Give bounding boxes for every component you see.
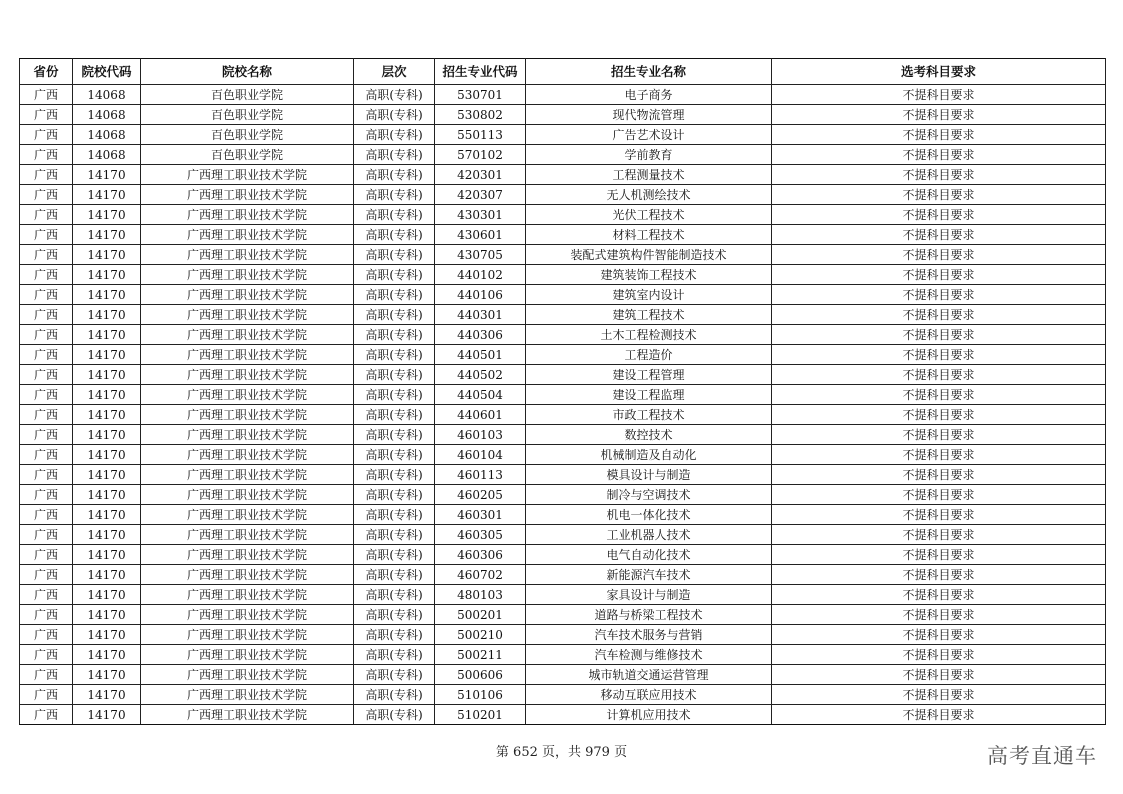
cell-province: 广西 [20, 485, 73, 505]
cell-major-name: 建筑工程技术 [526, 305, 772, 325]
cell-school-code: 14170 [73, 305, 141, 325]
cell-province: 广西 [20, 625, 73, 645]
cell-major-name: 光伏工程技术 [526, 205, 772, 225]
cell-level: 高职(专科) [354, 605, 435, 625]
cell-province: 广西 [20, 245, 73, 265]
cell-province: 广西 [20, 285, 73, 305]
table-row [20, 485, 1106, 505]
table-row [20, 205, 1106, 225]
cell-level: 高职(专科) [354, 625, 435, 645]
cell-subject-requirement: 不提科目要求 [772, 485, 1106, 505]
cell-major-code: 460103 [435, 425, 526, 445]
cell-school-code: 14170 [73, 605, 141, 625]
watermark-logo: 高考直通车 [987, 744, 1097, 768]
cell-major-code: 430601 [435, 225, 526, 245]
table-row [20, 265, 1106, 285]
cell-level: 高职(专科) [354, 385, 435, 405]
cell-major-code: 510201 [435, 705, 526, 725]
cell-subject-requirement: 不提科目要求 [772, 185, 1106, 205]
cell-subject-requirement: 不提科目要求 [772, 605, 1106, 625]
header-major-name: 招生专业名称 [526, 59, 772, 85]
cell-subject-requirement: 不提科目要求 [772, 85, 1106, 105]
cell-school-code: 14170 [73, 245, 141, 265]
cell-level: 高职(专科) [354, 545, 435, 565]
table-row [20, 705, 1106, 725]
header-subject-requirement: 选考科目要求 [772, 59, 1106, 85]
cell-major-code: 440106 [435, 285, 526, 305]
table-row [20, 465, 1106, 485]
cell-major-code: 420301 [435, 165, 526, 185]
table-row [20, 285, 1106, 305]
cell-province: 广西 [20, 205, 73, 225]
cell-major-name: 汽车检测与维修技术 [526, 645, 772, 665]
cell-subject-requirement: 不提科目要求 [772, 665, 1106, 685]
cell-major-name: 新能源汽车技术 [526, 565, 772, 585]
cell-subject-requirement: 不提科目要求 [772, 325, 1106, 345]
cell-school-name: 广西理工职业技术学院 [141, 285, 354, 305]
cell-major-code: 460305 [435, 525, 526, 545]
table-row [20, 665, 1106, 685]
cell-level: 高职(专科) [354, 325, 435, 345]
table-row [20, 585, 1106, 605]
cell-school-name: 广西理工职业技术学院 [141, 385, 354, 405]
header-school-code: 院校代码 [73, 59, 141, 85]
cell-province: 广西 [20, 165, 73, 185]
cell-level: 高职(专科) [354, 525, 435, 545]
cell-major-name: 现代物流管理 [526, 105, 772, 125]
cell-major-code: 440102 [435, 265, 526, 285]
cell-level: 高职(专科) [354, 205, 435, 225]
table-row [20, 645, 1106, 665]
table-row [20, 565, 1106, 585]
cell-school-name: 百色职业学院 [141, 125, 354, 145]
cell-subject-requirement: 不提科目要求 [772, 345, 1106, 365]
cell-level: 高职(专科) [354, 185, 435, 205]
cell-major-name: 市政工程技术 [526, 405, 772, 425]
cell-major-name: 土木工程检测技术 [526, 325, 772, 345]
cell-school-name: 广西理工职业技术学院 [141, 485, 354, 505]
cell-major-name: 无人机测绘技术 [526, 185, 772, 205]
cell-level: 高职(专科) [354, 305, 435, 325]
cell-major-name: 城市轨道交通运营管理 [526, 665, 772, 685]
cell-major-code: 440601 [435, 405, 526, 425]
cell-subject-requirement: 不提科目要求 [772, 365, 1106, 385]
cell-school-name: 广西理工职业技术学院 [141, 625, 354, 645]
cell-province: 广西 [20, 185, 73, 205]
cell-subject-requirement: 不提科目要求 [772, 385, 1106, 405]
cell-major-name: 道路与桥梁工程技术 [526, 605, 772, 625]
cell-subject-requirement: 不提科目要求 [772, 465, 1106, 485]
cell-school-code: 14068 [73, 105, 141, 125]
cell-major-code: 530802 [435, 105, 526, 125]
table-row [20, 225, 1106, 245]
cell-province: 广西 [20, 405, 73, 425]
cell-level: 高职(专科) [354, 665, 435, 685]
cell-province: 广西 [20, 345, 73, 365]
cell-major-name: 电子商务 [526, 85, 772, 105]
cell-level: 高职(专科) [354, 125, 435, 145]
cell-school-name: 广西理工职业技术学院 [141, 325, 354, 345]
cell-subject-requirement: 不提科目要求 [772, 245, 1106, 265]
cell-major-name: 家具设计与制造 [526, 585, 772, 605]
cell-major-code: 440301 [435, 305, 526, 325]
cell-major-code: 510106 [435, 685, 526, 705]
cell-school-code: 14170 [73, 365, 141, 385]
cell-major-code: 500606 [435, 665, 526, 685]
cell-level: 高职(专科) [354, 465, 435, 485]
cell-school-code: 14068 [73, 125, 141, 145]
cell-school-name: 广西理工职业技术学院 [141, 365, 354, 385]
cell-major-code: 550113 [435, 125, 526, 145]
cell-school-name: 广西理工职业技术学院 [141, 465, 354, 485]
cell-province: 广西 [20, 425, 73, 445]
cell-school-name: 广西理工职业技术学院 [141, 445, 354, 465]
cell-subject-requirement: 不提科目要求 [772, 225, 1106, 245]
cell-major-code: 460702 [435, 565, 526, 585]
cell-level: 高职(专科) [354, 245, 435, 265]
cell-major-code: 430301 [435, 205, 526, 225]
cell-province: 广西 [20, 525, 73, 545]
cell-school-name: 广西理工职业技术学院 [141, 665, 354, 685]
cell-level: 高职(专科) [354, 485, 435, 505]
table-row [20, 165, 1106, 185]
cell-major-code: 570102 [435, 145, 526, 165]
cell-major-name: 建设工程管理 [526, 365, 772, 385]
cell-province: 广西 [20, 265, 73, 285]
cell-school-code: 14170 [73, 285, 141, 305]
table-row [20, 425, 1106, 445]
cell-school-name: 百色职业学院 [141, 145, 354, 165]
cell-level: 高职(专科) [354, 565, 435, 585]
cell-level: 高职(专科) [354, 225, 435, 245]
cell-subject-requirement: 不提科目要求 [772, 445, 1106, 465]
cell-school-code: 14170 [73, 565, 141, 585]
cell-school-name: 广西理工职业技术学院 [141, 565, 354, 585]
cell-province: 广西 [20, 225, 73, 245]
cell-school-code: 14170 [73, 685, 141, 705]
cell-major-code: 500210 [435, 625, 526, 645]
cell-major-name: 电气自动化技术 [526, 545, 772, 565]
cell-province: 广西 [20, 105, 73, 125]
cell-school-name: 广西理工职业技术学院 [141, 265, 354, 285]
cell-major-name: 机电一体化技术 [526, 505, 772, 525]
cell-major-name: 工程造价 [526, 345, 772, 365]
cell-province: 广西 [20, 685, 73, 705]
table-row [20, 145, 1106, 165]
cell-school-code: 14170 [73, 545, 141, 565]
cell-school-name: 广西理工职业技术学院 [141, 225, 354, 245]
cell-school-name: 广西理工职业技术学院 [141, 685, 354, 705]
table-row [20, 85, 1106, 105]
cell-school-code: 14170 [73, 385, 141, 405]
cell-major-code: 420307 [435, 185, 526, 205]
cell-province: 广西 [20, 85, 73, 105]
cell-school-name: 百色职业学院 [141, 85, 354, 105]
cell-major-code: 440502 [435, 365, 526, 385]
cell-province: 广西 [20, 705, 73, 725]
cell-school-name: 广西理工职业技术学院 [141, 585, 354, 605]
cell-subject-requirement: 不提科目要求 [772, 625, 1106, 645]
cell-major-name: 数控技术 [526, 425, 772, 445]
table-body [20, 85, 1106, 725]
cell-major-code: 440504 [435, 385, 526, 405]
cell-subject-requirement: 不提科目要求 [772, 205, 1106, 225]
cell-major-name: 建设工程监理 [526, 385, 772, 405]
cell-level: 高职(专科) [354, 165, 435, 185]
cell-school-code: 14170 [73, 165, 141, 185]
cell-subject-requirement: 不提科目要求 [772, 145, 1106, 165]
cell-school-name: 广西理工职业技术学院 [141, 645, 354, 665]
cell-major-name: 工业机器人技术 [526, 525, 772, 545]
requirements-table [19, 58, 1106, 725]
cell-school-code: 14170 [73, 665, 141, 685]
cell-level: 高职(专科) [354, 685, 435, 705]
cell-school-code: 14068 [73, 85, 141, 105]
cell-major-code: 440306 [435, 325, 526, 345]
cell-major-name: 广告艺术设计 [526, 125, 772, 145]
cell-level: 高职(专科) [354, 145, 435, 165]
cell-subject-requirement: 不提科目要求 [772, 285, 1106, 305]
cell-province: 广西 [20, 645, 73, 665]
cell-major-code: 500211 [435, 645, 526, 665]
cell-major-name: 制冷与空调技术 [526, 485, 772, 505]
cell-major-code: 500201 [435, 605, 526, 625]
cell-school-name: 广西理工职业技术学院 [141, 705, 354, 725]
cell-major-name: 模具设计与制造 [526, 465, 772, 485]
cell-major-code: 460301 [435, 505, 526, 525]
cell-subject-requirement: 不提科目要求 [772, 685, 1106, 705]
cell-subject-requirement: 不提科目要求 [772, 305, 1106, 325]
cell-province: 广西 [20, 125, 73, 145]
table-row [20, 185, 1106, 205]
cell-major-code: 430705 [435, 245, 526, 265]
cell-school-code: 14170 [73, 425, 141, 445]
cell-major-name: 汽车技术服务与营销 [526, 625, 772, 645]
cell-school-name: 广西理工职业技术学院 [141, 205, 354, 225]
cell-major-code: 440501 [435, 345, 526, 365]
page-number: 第 652 页，共 979 页 [495, 745, 628, 760]
cell-school-name: 广西理工职业技术学院 [141, 425, 354, 445]
header-school-name: 院校名称 [141, 59, 354, 85]
cell-major-code: 460113 [435, 465, 526, 485]
table-row [20, 685, 1106, 705]
table-row [20, 365, 1106, 385]
cell-province: 广西 [20, 305, 73, 325]
cell-level: 高职(专科) [354, 445, 435, 465]
cell-major-code: 460205 [435, 485, 526, 505]
cell-subject-requirement: 不提科目要求 [772, 265, 1106, 285]
cell-province: 广西 [20, 585, 73, 605]
cell-school-name: 广西理工职业技术学院 [141, 345, 354, 365]
cell-school-code: 14170 [73, 505, 141, 525]
admission-requirements-sheet [19, 58, 1105, 725]
cell-school-name: 广西理工职业技术学院 [141, 405, 354, 425]
table-row [20, 125, 1106, 145]
cell-school-code: 14170 [73, 205, 141, 225]
cell-level: 高职(专科) [354, 425, 435, 445]
cell-school-code: 14170 [73, 625, 141, 645]
cell-major-code: 480103 [435, 585, 526, 605]
cell-province: 广西 [20, 545, 73, 565]
cell-major-name: 工程测量技术 [526, 165, 772, 185]
cell-major-name: 建筑室内设计 [526, 285, 772, 305]
cell-level: 高职(专科) [354, 345, 435, 365]
cell-school-code: 14170 [73, 645, 141, 665]
cell-school-code: 14170 [73, 465, 141, 485]
cell-level: 高职(专科) [354, 705, 435, 725]
cell-major-name: 计算机应用技术 [526, 705, 772, 725]
cell-school-name: 广西理工职业技术学院 [141, 505, 354, 525]
cell-major-code: 530701 [435, 85, 526, 105]
cell-subject-requirement: 不提科目要求 [772, 165, 1106, 185]
cell-subject-requirement: 不提科目要求 [772, 525, 1106, 545]
header-province: 省份 [20, 59, 73, 85]
cell-school-code: 14068 [73, 145, 141, 165]
cell-subject-requirement: 不提科目要求 [772, 585, 1106, 605]
cell-level: 高职(专科) [354, 285, 435, 305]
cell-subject-requirement: 不提科目要求 [772, 505, 1106, 525]
cell-major-name: 学前教育 [526, 145, 772, 165]
cell-province: 广西 [20, 365, 73, 385]
cell-school-code: 14170 [73, 225, 141, 245]
cell-school-code: 14170 [73, 445, 141, 465]
header-major-code: 招生专业代码 [435, 59, 526, 85]
cell-major-name: 材料工程技术 [526, 225, 772, 245]
cell-major-code: 460104 [435, 445, 526, 465]
cell-major-name: 建筑装饰工程技术 [526, 265, 772, 285]
table-row [20, 305, 1106, 325]
cell-level: 高职(专科) [354, 585, 435, 605]
cell-province: 广西 [20, 445, 73, 465]
cell-province: 广西 [20, 605, 73, 625]
cell-major-name: 移动互联应用技术 [526, 685, 772, 705]
table-row [20, 385, 1106, 405]
cell-school-code: 14170 [73, 525, 141, 545]
cell-school-name: 广西理工职业技术学院 [141, 545, 354, 565]
cell-major-code: 460306 [435, 545, 526, 565]
cell-school-code: 14170 [73, 265, 141, 285]
cell-school-code: 14170 [73, 345, 141, 365]
cell-subject-requirement: 不提科目要求 [772, 425, 1106, 445]
table-row [20, 405, 1106, 425]
table-row [20, 325, 1106, 345]
cell-province: 广西 [20, 665, 73, 685]
table-row [20, 525, 1106, 545]
cell-major-name: 机械制造及自动化 [526, 445, 772, 465]
cell-province: 广西 [20, 565, 73, 585]
cell-level: 高职(专科) [354, 265, 435, 285]
table-row [20, 445, 1106, 465]
cell-school-code: 14170 [73, 485, 141, 505]
header-level: 层次 [354, 59, 435, 85]
cell-level: 高职(专科) [354, 405, 435, 425]
cell-subject-requirement: 不提科目要求 [772, 645, 1106, 665]
cell-level: 高职(专科) [354, 365, 435, 385]
cell-school-name: 广西理工职业技术学院 [141, 605, 354, 625]
cell-province: 广西 [20, 465, 73, 485]
cell-province: 广西 [20, 385, 73, 405]
cell-school-name: 广西理工职业技术学院 [141, 165, 354, 185]
cell-school-code: 14170 [73, 185, 141, 205]
cell-subject-requirement: 不提科目要求 [772, 705, 1106, 725]
cell-school-code: 14170 [73, 325, 141, 345]
table-row [20, 605, 1106, 625]
cell-school-code: 14170 [73, 405, 141, 425]
cell-school-name: 广西理工职业技术学院 [141, 245, 354, 265]
cell-school-name: 百色职业学院 [141, 105, 354, 125]
cell-school-name: 广西理工职业技术学院 [141, 185, 354, 205]
table-row [20, 345, 1106, 365]
cell-subject-requirement: 不提科目要求 [772, 405, 1106, 425]
table-row [20, 105, 1106, 125]
table-header-row [20, 59, 1106, 85]
cell-subject-requirement: 不提科目要求 [772, 545, 1106, 565]
cell-level: 高职(专科) [354, 645, 435, 665]
cell-level: 高职(专科) [354, 505, 435, 525]
cell-school-name: 广西理工职业技术学院 [141, 305, 354, 325]
cell-province: 广西 [20, 325, 73, 345]
cell-school-name: 广西理工职业技术学院 [141, 525, 354, 545]
table-row [20, 505, 1106, 525]
cell-province: 广西 [20, 505, 73, 525]
cell-level: 高职(专科) [354, 85, 435, 105]
table-row [20, 545, 1106, 565]
cell-major-name: 装配式建筑构件智能制造技术 [526, 245, 772, 265]
cell-school-code: 14170 [73, 705, 141, 725]
cell-level: 高职(专科) [354, 105, 435, 125]
cell-school-code: 14170 [73, 585, 141, 605]
cell-subject-requirement: 不提科目要求 [772, 565, 1106, 585]
cell-province: 广西 [20, 145, 73, 165]
cell-subject-requirement: 不提科目要求 [772, 105, 1106, 125]
table-row [20, 245, 1106, 265]
cell-subject-requirement: 不提科目要求 [772, 125, 1106, 145]
table-row [20, 625, 1106, 645]
